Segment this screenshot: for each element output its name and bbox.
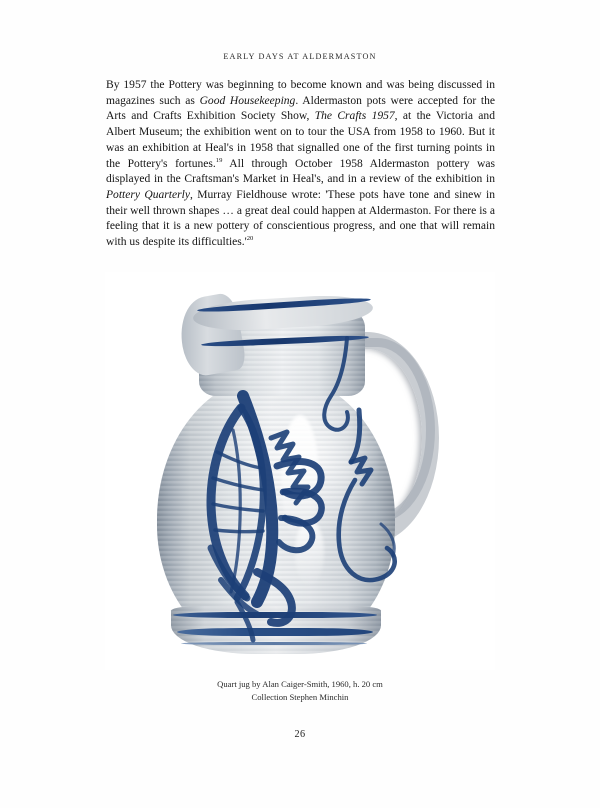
blue-band-foot-middle bbox=[177, 628, 373, 636]
italic-title: The Crafts 1957 bbox=[314, 110, 395, 123]
blue-band-foot-upper bbox=[173, 612, 377, 618]
figure-caption bbox=[0, 678, 600, 703]
text-run: By 1957 the Pottery was beginning to become known and was being discussed in magazines such as bbox=[106, 79, 495, 107]
jug-illustration bbox=[145, 280, 455, 670]
running-head: EARLY DAYS AT ALDERMASTON bbox=[223, 52, 377, 61]
text-run: , at the Victoria and Albert Museum; the exhibition went on to tour the USA from 1958 to 1960. But it was an exhibition at Heal's in 1958 that signalled one of the first turning points in the Pottery's fortunes. bbox=[106, 110, 495, 170]
italic-title: Pottery Quarterly bbox=[106, 188, 190, 201]
blue-band-foot-lower bbox=[181, 642, 367, 645]
photograph bbox=[105, 272, 495, 670]
footnote-marker: 19 bbox=[215, 156, 223, 164]
text-run: , Murray Fieldhouse wrote: 'These pots have tone and sinew in their well thrown shapes … a great deal could happen at Aldermaston. For there is a feeling that it is a new pottery of conscientious progress, and one that will remain with us despite its difficulties.' bbox=[106, 188, 495, 249]
footnote-marker: 20 bbox=[246, 235, 254, 243]
text-run: All through October 1958 Aldermaston pottery was displayed in the Craftsman's Market in Heal's, and in a review of the exhibition in bbox=[106, 157, 495, 186]
body-paragraph bbox=[106, 78, 495, 251]
caption-line-2: Collection Stephen Minchin bbox=[251, 691, 349, 702]
italic-title: Good Housekeeping bbox=[199, 94, 296, 107]
page-number: 26 bbox=[294, 729, 306, 740]
figure-jug-photograph bbox=[105, 272, 495, 670]
glaze-highlight-lower bbox=[295, 520, 324, 586]
caption-line-1: Quart jug by Alan Caiger-Smith, 1960, h. 20 cm bbox=[217, 679, 383, 689]
text-run: . Aldermaston pots were accepted for the Arts and Crafts Exhibition Society Show, bbox=[106, 94, 495, 123]
